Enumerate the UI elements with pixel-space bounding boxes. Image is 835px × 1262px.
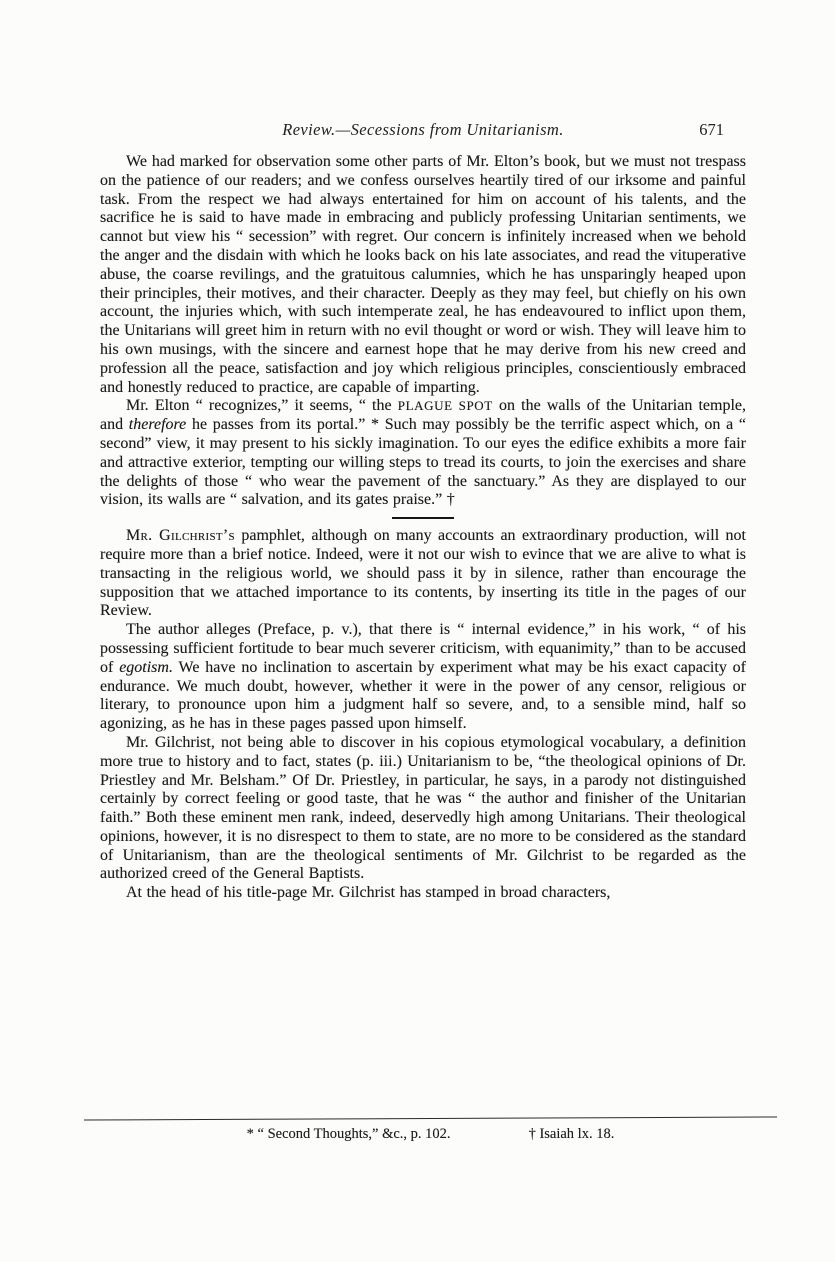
footnote-rule bbox=[84, 1116, 777, 1120]
paragraph: We had marked for observation some other parts of Mr. Elton’s book, but we must not trespass on the patience of our readers; and we confess ourselves heartily tired of our irksome and painful task. From the respect we had always entertained for him on account of his talents, and the sacrifice he is said to have made in embracing and publicly professing Unitarian sentiments, we cannot but view his “ secession” with regret. Our concern is infinitely increased when we behold the anger and the disdain with which he looks back on his late associates, and read the vituperative abuse, the coarse revilings, and the gratuitous calumnies, which he has unsparingly heaped upon their principles, their motives, and their character. Deeply as they may feel, but chiefly on his own account, the injuries which, with such intemperate zeal, he has endeavoured to inflict upon them, the Unitarians will greet him in return with no evil thought or word or wish. They will leave him to his own musings, with the sincere and earnest hope that he may derive from his new creed and profession all the peace, satisfaction and joy which religious principles, conscientiously embraced and honestly reduced to practice, are capable of imparting. bbox=[100, 153, 746, 396]
page-number: 671 bbox=[699, 120, 724, 139]
section-review-gilchrist bbox=[100, 527, 746, 903]
paragraph: Mr. Gilchrist’s pamphlet, although on many accounts an extraordinary production, will not require more than a brief notice. Indeed, were it not our wish to evince that we are alive to what is transacting in the religious world, we should pass it by in silence, rather than encourage the supposition that we attached importance to its contents, by inserting its title in the pages of our Review. bbox=[100, 527, 746, 620]
footnote-second-thoughts: * “ Second Thoughts,” &c., p. 102. bbox=[246, 1126, 451, 1142]
paragraph: Mr. Elton “ recognizes,” it seems, “ the PLAGUE SPOT on the walls of the Unitarian temple, and therefore he passes from its portal.” * Such may possibly be the terrific aspect which, on a “ second” view, it may present to his sickly imagination. To our eyes the edifice exhibits a more fair and attractive exterior, tempting our willing steps to tread its courts, to join the exercises and share the delights of those “ who wear the pavement of the sanctuary.” As they are displayed to our vision, its walls are “ salvation, and its gates praise.” † bbox=[100, 397, 747, 509]
footnote-area bbox=[84, 1118, 777, 1143]
section-divider-rule bbox=[392, 517, 454, 519]
page-header bbox=[100, 120, 746, 144]
article-body bbox=[100, 153, 746, 903]
section-review-elton bbox=[100, 153, 746, 510]
running-title: Review.—Secessions from Unitarianism. bbox=[282, 120, 564, 139]
page-content bbox=[100, 120, 746, 903]
footnote-line bbox=[84, 1126, 777, 1143]
footnote-isaiah: † Isaiah lx. 18. bbox=[528, 1126, 615, 1142]
paragraph: The author alleges (Preface, p. v.), that there is “ internal evidence,” in his work, “ of his possessing sufficient fortitude to bear much severer criticism, with equanimity,” than to be accused of egotism. We have no inclination to ascertain by experiment what may be his exact capacity of endurance. We much doubt, however, whether it were in the power of any censor, religious or literary, to pronounce upon him a judgment half so severe, and, to a sensible mind, half so agonizing, as he has in these pages passed upon himself. bbox=[100, 621, 747, 733]
paragraph: Mr. Gilchrist, not being able to discover in his copious etymological vocabulary, a definition more true to history and to fact, states (p. iii.) Unitarianism to be, “the theological opinions of Dr. Priestley and Mr. Belsham.” Of Dr. Priestley, in particular, he says, in a parody not distinguished certainly by correct feeling or good taste, that he was “ the author and finisher of the Unitarian faith.” Both these eminent men rank, indeed, deservedly high among Unitarians. Their theological opinions, however, it is no disrespect to them to state, are no more to be considered as the standard of Unitarianism, than are the theological sentiments of Mr. Gilchrist to be regarded as the authorized creed of the General Baptists. bbox=[100, 733, 746, 883]
paragraph: At the head of his title-page Mr. Gilchrist has stamped in broad characters, bbox=[126, 884, 611, 902]
